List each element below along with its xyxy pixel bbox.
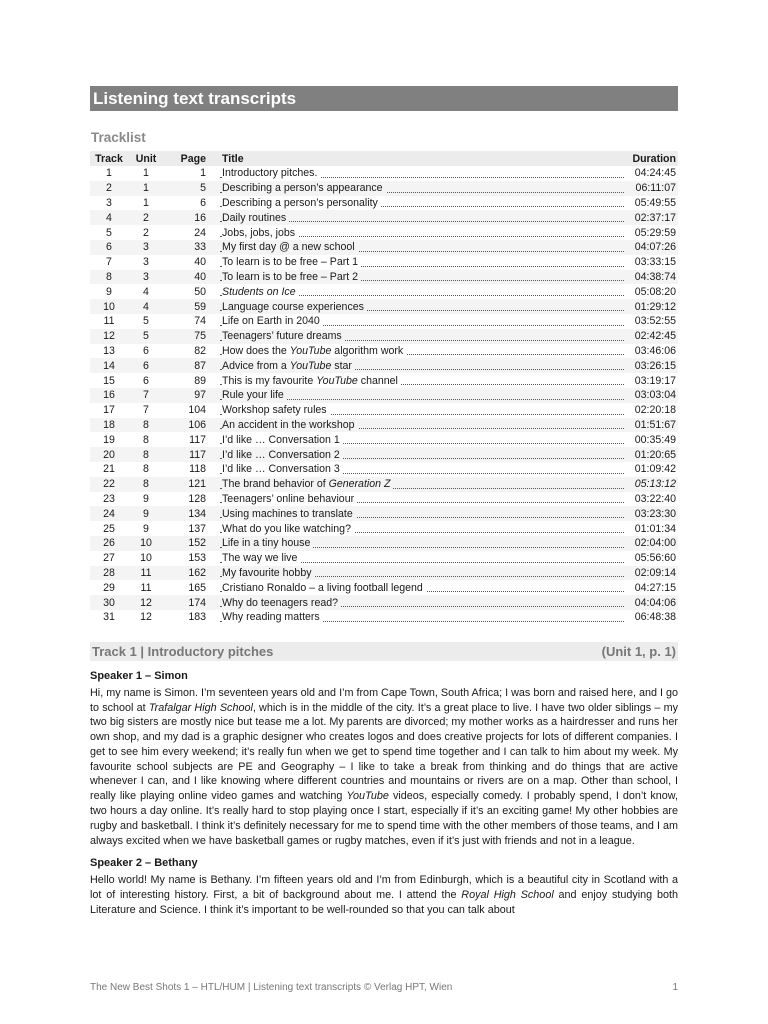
cell-track: 16 [90,388,128,403]
cell-unit: 1 [128,181,164,196]
cell-page: 134 [164,506,220,521]
cell-track: 4 [90,210,128,225]
title-text [222,182,386,194]
tracklist-body [90,166,678,625]
cell-track: 7 [106,256,112,269]
cell-page: 75 [164,329,220,344]
speaker-2-text-part: and enjoy studying both Literature and Science. I think it’s important to be well-rounded so that you can talk about [90,889,678,917]
cell-track: 30 [90,595,128,610]
speaker-2-text [90,873,678,917]
table-row [90,329,678,344]
title-text [222,330,345,342]
cell-page: 121 [164,477,220,492]
cell-unit: 12 [128,595,164,610]
cell-title [220,166,624,181]
cell-page: 165 [188,581,206,594]
cell-page: 40 [164,270,220,285]
cell-unit: 5 [128,329,164,344]
cell-page: 33 [164,240,220,255]
cell-unit: 7 [143,404,149,417]
cell-page: 128 [188,492,206,505]
table-row [90,432,678,447]
title-text [222,611,323,623]
speaker-1-youtube: YouTube [346,790,389,803]
cell-track: 5 [106,226,112,239]
table-row [90,536,678,551]
cell-duration: 05:49:55 [634,196,676,209]
cell-track: 8 [90,270,128,285]
title-text [222,197,381,209]
speaker-2-name: Speaker 2 – Bethany [90,857,198,870]
cell-unit: 4 [128,299,164,314]
cell-unit: 11 [128,566,164,581]
title-part: Cristiano Ronaldo – a living football legend [222,581,423,594]
title-part: Workshop safety rules [222,404,327,417]
cell-unit: 9 [143,522,149,535]
col-page: Page [164,151,220,166]
tracklist-heading: Tracklist [91,130,146,145]
title-part: Using machines to translate [222,507,353,520]
title-text [222,212,289,224]
cell-unit: 5 [143,315,149,328]
speaker-1-name: Speaker 1 – Simon [90,669,188,682]
cell-duration: 01:29:12 [624,299,678,314]
cell-unit: 8 [128,418,164,433]
title-part: The way we live [222,552,298,565]
cell-title [220,521,624,536]
cell-page: 16 [164,210,220,225]
cell-page: 82 [194,344,206,357]
cell-duration: 02:20:18 [634,404,676,417]
cell-duration: 03:33:15 [634,256,676,269]
cell-title [220,196,624,211]
title-part: Describing a person’s appearance [222,182,383,195]
title-part: Language course experiences [222,300,364,313]
title-italic-part: YouTube [316,374,358,387]
cell-unit: 8 [143,433,149,446]
table-row [90,240,678,255]
cell-duration: 03:46:06 [634,344,676,357]
cell-title [220,447,624,462]
title-italic-part: YouTube [289,359,332,372]
tracklist-table [90,151,678,625]
title-part: I’d like … Conversation 2 [222,448,340,461]
cell-page: 6 [200,196,206,209]
title-part: My favourite hobby [222,566,312,579]
cell-duration: 03:19:17 [634,374,676,387]
table-row [90,595,678,610]
cell-unit: 6 [128,358,164,373]
cell-track: 3 [106,196,112,209]
title-part: To learn is to be free – Part 2 [222,270,359,283]
table-row [90,225,678,240]
title-text [222,434,343,446]
cell-track: 21 [103,463,115,476]
cell-title [220,314,624,329]
title-part: I’d like … Conversation 1 [222,433,340,446]
cell-unit: 6 [143,344,149,357]
cell-track: 19 [103,433,115,446]
cell-unit: 12 [140,611,152,624]
cell-duration: 05:13:12 [624,477,678,492]
title-part: star [331,359,352,372]
title-text [222,567,315,579]
page-number: 1 [672,982,678,993]
cell-title [220,344,624,359]
cell-page: 59 [164,299,220,314]
title-part: My first day @ a new school [222,241,355,254]
cell-track: 17 [103,404,115,417]
table-row [90,403,678,418]
title-part: Life on Earth in 2040 [222,315,320,328]
title-text [222,478,393,490]
cell-duration: 04:24:45 [634,167,676,180]
cell-duration: 01:09:42 [634,463,676,476]
cell-page: 50 [194,285,206,298]
cell-page: 117 [164,447,220,462]
cell-page: 162 [164,566,220,581]
title-part: The brand behavior of [222,478,329,491]
cell-title [220,329,624,344]
col-unit: Unit [128,151,164,166]
cell-unit: 6 [143,374,149,387]
cell-page: 74 [194,315,206,328]
cell-title [220,551,624,566]
cell-duration: 06:11:07 [624,181,678,196]
col-duration: Duration [624,151,678,166]
cell-page: 40 [194,256,206,269]
title-part: Why reading matters [222,611,320,624]
cell-duration: 03:26:15 [624,358,678,373]
cell-title [220,388,624,403]
cell-duration: 01:51:67 [624,418,678,433]
cell-page: 89 [194,374,206,387]
table-row [90,358,678,373]
table-row [90,521,678,536]
cell-page: 106 [164,418,220,433]
title-part: Rule your life [222,389,284,402]
cell-duration: 00:35:49 [634,433,676,446]
cell-title [220,580,624,595]
cell-track: 1 [106,167,112,180]
cell-title [220,270,624,285]
page-title: Listening text transcripts [90,86,678,111]
cell-duration: 05:56:60 [634,552,676,565]
cell-duration: 06:48:38 [634,611,676,624]
cell-track: 26 [90,536,128,551]
cell-track: 2 [90,181,128,196]
cell-unit: 7 [128,388,164,403]
cell-unit: 1 [143,196,149,209]
table-row [90,181,678,196]
cell-unit: 8 [143,463,149,476]
table-row [90,196,678,211]
cell-unit: 9 [128,506,164,521]
cell-duration: 03:03:04 [624,388,678,403]
title-text [222,552,300,564]
table-row [90,270,678,285]
cell-unit: 4 [143,285,149,298]
cell-title [220,240,624,255]
cell-page: 5 [164,181,220,196]
title-italic-part: Students on Ice [222,285,296,298]
col-track: Track [90,151,128,166]
cell-page: 118 [189,463,206,476]
cell-duration: 04:27:15 [634,581,676,594]
cell-title [220,506,624,521]
title-text [222,375,401,387]
title-text [222,167,320,179]
table-row [90,388,678,403]
cell-track: 27 [103,552,115,565]
cell-unit: 8 [128,477,164,492]
title-part: Teenagers’ future dreams [222,330,342,343]
table-row [90,314,678,329]
title-text [222,508,356,520]
title-part: Advice from a [222,359,290,372]
table-row [90,506,678,521]
title-part: What do you like watching? [222,522,351,535]
title-part: channel [357,374,398,387]
speaker-1-text-part: , which is in the middle of the city. It’s a great place to live. I have two older siblings – my two big sisters are mostly nice but tease me a lot. My parents are divorced; my mother works as a hairdresser and runs her own shop, and my dad is a graphic designer who creates logos and does creative projects for lots of different companies. I get to see him every weekend; it’s really fun when we get to spend time together and I can talk to him about my week. My favourite school subjects are PE and Geography – I like to take a break from thinking and do things that are active whenever I can, and I like knowing where different countries and mountains or rivers are on a map. Other than school, I really like playing online video games and watching [90,701,678,803]
cell-title [220,595,624,610]
cell-title [220,477,624,492]
cell-unit: 3 [128,270,164,285]
cell-unit: 11 [140,581,152,594]
title-text [222,301,367,313]
cell-duration: 04:38:74 [624,270,678,285]
cell-title [220,284,624,299]
cell-page: 97 [164,388,220,403]
cell-duration: 04:04:06 [624,595,678,610]
title-text [222,345,406,357]
title-part: Life in a tiny house [222,537,311,550]
track-1-reference: (Unit 1, p. 1) [601,643,676,659]
cell-track: 22 [90,477,128,492]
cell-title [220,225,624,240]
table-header-row [90,151,678,166]
cell-unit: 10 [128,536,164,551]
cell-unit: 10 [140,552,152,565]
title-part: Daily routines [222,211,287,224]
title-part: Introductory pitches. [222,167,318,180]
cell-title [220,418,624,433]
title-part: Why do teenagers read? [222,596,339,609]
table-row [90,580,678,595]
cell-unit: 9 [143,492,149,505]
title-text [222,537,313,549]
page-footer [90,982,678,993]
cell-page: 183 [188,611,206,624]
title-part: I’d like … Conversation 3 [222,463,340,476]
table-row [90,551,678,566]
table-row [90,344,678,359]
cell-unit: 8 [128,447,164,462]
table-row [90,447,678,462]
track-1-heading [90,642,678,661]
cell-track: 20 [90,447,128,462]
cell-track: 28 [90,566,128,581]
cell-title [220,566,624,581]
table-row [90,566,678,581]
cell-track: 31 [103,611,115,624]
title-part: An accident in the workshop [222,418,355,431]
table-row [90,166,678,181]
document-page [90,86,678,918]
cell-track: 13 [103,344,115,357]
cell-title [220,492,624,507]
cell-title [220,610,624,625]
title-italic-part: YouTube [289,344,332,357]
cell-title [220,299,624,314]
table-row [90,210,678,225]
cell-title [220,462,624,477]
title-text [222,463,343,475]
cell-track: 10 [90,299,128,314]
cell-unit: 2 [128,210,164,225]
cell-title [220,358,624,373]
title-part: This is my favourite [222,374,317,387]
cell-duration: 04:07:26 [624,240,678,255]
cell-track: 24 [90,506,128,521]
title-text [222,449,343,461]
title-part: To learn is to be free – Part 1 [222,256,359,269]
cell-duration: 02:37:17 [624,210,678,225]
cell-duration: 05:08:20 [634,285,676,298]
cell-track: 12 [90,329,128,344]
speaker-1-text-part: videos, especially comedy. I probably spend, I don’t know, two hours a day online. It’s really hard to stop playing once I start, especially if it’s an exciting game! My other hobbies are rugby and basketball. I think it’s definitely necessary for me to spend time with the other members of those teams, and I am always excited when we have basketball games or rugby matches, even if it’s just with friends and not in a league. [90,790,678,847]
col-title: Title [220,151,624,166]
cell-page: 87 [164,358,220,373]
table-row [90,492,678,507]
cell-page: 1 [200,167,206,180]
cell-track: 18 [90,418,128,433]
speaker-2-text-part: Hello world! My name is Bethany. I’m fifteen years old and I’m from Edinburgh, which is a beautiful city in Scotland with a lot of interesting history. First, a bit of background about me. I attend the [90,874,678,902]
cell-title [220,210,624,225]
cell-unit: 1 [143,167,149,180]
cell-duration: 03:23:30 [624,506,678,521]
cell-unit: 2 [143,226,149,239]
table-row [90,610,678,625]
title-text [222,241,358,253]
cell-duration: 01:01:34 [634,522,676,535]
title-text [222,389,287,401]
table-row [90,255,678,270]
cell-page: 117 [189,433,206,446]
table-row [90,462,678,477]
cell-track: 6 [90,240,128,255]
cell-track: 25 [103,522,115,535]
title-text [222,597,341,609]
speaker-1-school: Trafalgar High School [148,701,253,714]
title-text [222,360,355,372]
cell-page: 24 [194,226,206,239]
cell-duration: 03:22:40 [634,492,676,505]
title-part: algorithm work [331,344,404,357]
title-text [222,419,358,431]
title-text [222,493,357,505]
cell-duration: 02:42:45 [624,329,678,344]
title-text [222,286,299,298]
table-row [90,477,678,492]
title-text [222,256,361,268]
table-row [90,299,678,314]
cell-page: 174 [164,595,220,610]
cell-track: 11 [103,315,115,328]
cell-track: 9 [106,285,112,298]
speaker-1-text [90,686,678,849]
speaker-1-text-part: Hi, my name is Simon. I’m seventeen years old and I’m from Cape Town, South Africa; I was born and raised here, and I go to school at [90,686,678,714]
cell-title [220,536,624,551]
cell-duration: 02:09:14 [624,566,678,581]
title-text [222,271,361,283]
title-text [222,582,426,594]
title-text [222,315,323,327]
title-part: How does the [222,344,290,357]
title-text [222,404,330,416]
cell-page: 152 [164,536,220,551]
title-part: Describing a person’s personality [222,196,378,209]
cell-duration: 03:52:55 [634,315,676,328]
footer-text: The New Best Shots 1 – HTL/HUM | Listening text transcripts © Verlag HPT, Wien [90,982,453,993]
table-row [90,418,678,433]
title-text [222,227,298,239]
cell-title [220,403,624,418]
cell-duration: 02:04:00 [624,536,678,551]
cell-track: 14 [90,358,128,373]
title-part: Teenagers’ online behaviour [222,492,355,505]
cell-title [220,181,624,196]
cell-unit: 3 [128,240,164,255]
cell-track: 15 [103,374,115,387]
title-italic-part: Generation Z [328,478,391,491]
cell-page: 104 [188,404,206,417]
cell-page: 137 [188,522,206,535]
speaker-2-school: Royal High School [461,889,554,902]
cell-duration: 05:29:59 [634,226,676,239]
table-row [90,373,678,388]
cell-unit: 3 [143,256,149,269]
cell-title [220,255,624,270]
cell-title [220,432,624,447]
cell-track: 29 [103,581,115,594]
title-text [222,523,354,535]
table-row [90,284,678,299]
cell-title [220,373,624,388]
title-part: Jobs, jobs, jobs [222,226,296,239]
cell-page: 153 [188,552,206,565]
track-1-title: Track 1 | Introductory pitches [92,643,274,659]
cell-duration: 01:20:65 [624,447,678,462]
cell-track: 23 [103,492,115,505]
